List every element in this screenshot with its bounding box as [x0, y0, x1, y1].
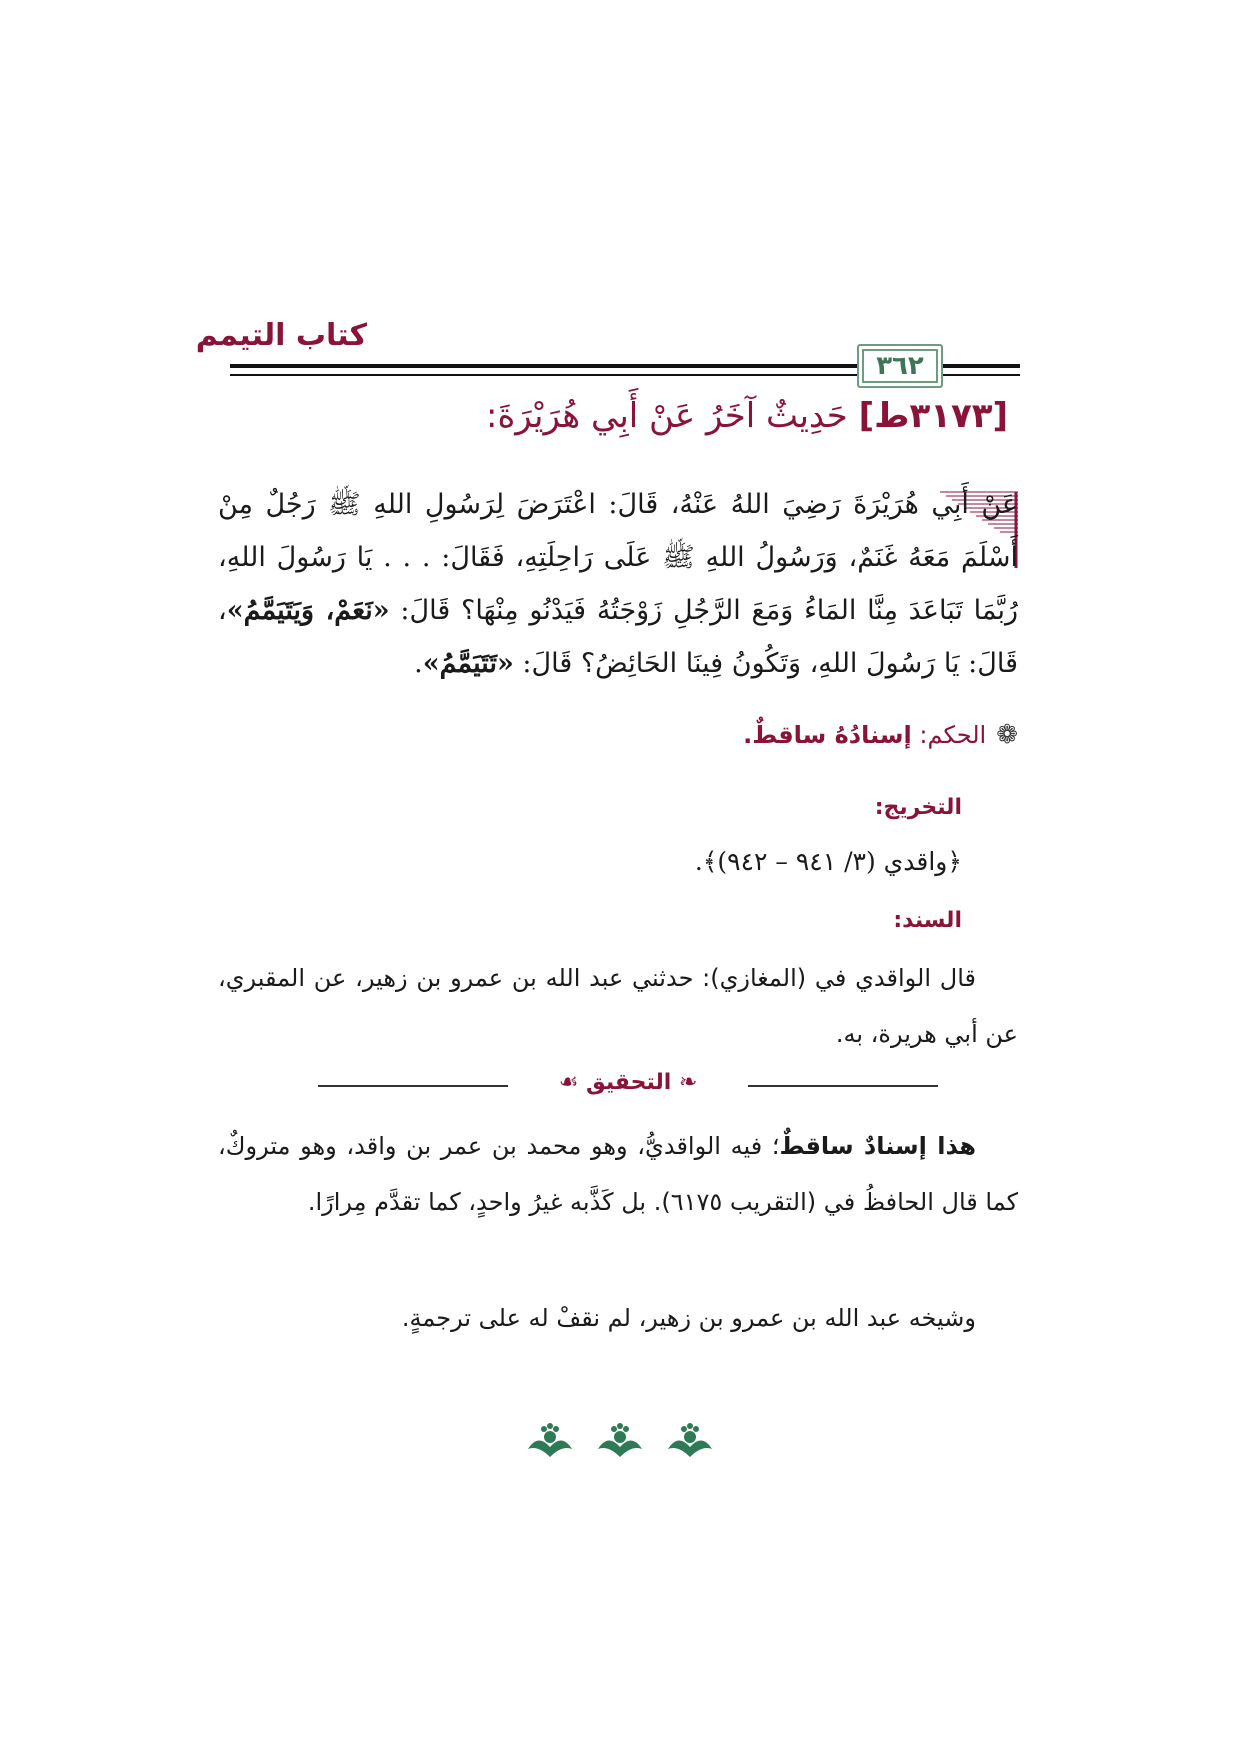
divider-line-right	[748, 1085, 938, 1087]
prophet-answer-2: «تَتَيَمَّمُ»	[422, 648, 514, 679]
ruling-label: الحكم:	[919, 721, 987, 749]
ruling-value: إسنادُهُ ساقطٌ.	[743, 721, 912, 749]
sanad-label: السند:	[893, 908, 962, 933]
hadith-text-part2: ، قَالَ: يَا رَسُولَ اللهِ، وَتَكُونُ فِينَا الحَائِضُ؟ قَالَ:	[218, 595, 1018, 679]
floral-ornament-icon	[520, 1418, 720, 1468]
tahqiq-bold-lead: هذا إسنادٌ ساقطٌ	[779, 1132, 977, 1160]
divider-line-left	[318, 1085, 508, 1087]
hadith-heading	[228, 396, 1008, 436]
sanad-text: قال الواقدي في (المغازي): حدثني عبد الله بن عمرو بن زهير، عن المقبري، عن أبي هريرة، به.	[218, 964, 1018, 1048]
hadith-title: حَدِيثٌ آخَرُ عَنْ أَبِي هُرَيْرَةَ:	[486, 396, 848, 436]
flourish-left-icon: ❧	[671, 1070, 698, 1095]
hadith-number: [٣١٧٣ط]	[858, 396, 1008, 436]
running-title: كتاب التيمم	[195, 318, 367, 353]
hadith-text-end: .	[414, 648, 423, 679]
hadith-text	[218, 478, 1018, 690]
ruling	[218, 720, 1018, 750]
shaykh-paragraph: وشيخه عبد الله بن عمرو بن زهير، لم نقفْ له على ترجمةٍ.	[401, 1304, 976, 1332]
tahqiq-title-text: التحقيق	[586, 1070, 672, 1095]
tahqiq-text: ؛ فيه الواقديُّ، وهو محمد بن عمر بن واقد، وهو متروكٌ، كما قال الحافظُ في (التقريب ٦١٧٥). بل كَذَّبه غيرُ واحدٍ، كما تقدَّم مِرارًا.	[218, 1132, 1018, 1216]
rosette-icon: ❁	[996, 720, 1018, 750]
takhrij-source: ﴿واقدي (٣/ ٩٤١ – ٩٤٢)﴾.	[694, 847, 962, 876]
prophet-answer-1: «نَعَمْ، وَيَتَيَمَّمُ»	[226, 595, 390, 626]
flourish-right-icon: ☙	[558, 1070, 586, 1095]
page-number: ٣٦٢	[857, 344, 943, 388]
hadith-text-part1: عَنْ أَبِي هُرَيْرَةَ رَضِيَ اللهُ عَنْهُ، قَالَ: اعْتَرَضَ لِرَسُولِ اللهِ ﷺ رَجُلٌ مِنْ أَسْلَمَ مَعَهُ غَنَمٌ، وَرَسُولُ اللهِ ﷺ عَلَى رَاحِلَتِهِ، فَقَالَ: . . . يَا رَسُولَ اللهِ، رُبَّمَا تَبَاعَدَ مِنَّا المَاءُ وَمَعَ الرَّجُلِ زَوْجَتُهُ فَيَدْنُو مِنْهَا؟ قَالَ:	[218, 489, 1018, 626]
tahqiq-paragraph	[218, 1118, 1018, 1230]
tahqiq-title	[508, 1070, 748, 1095]
tahqiq-divider	[318, 1070, 938, 1100]
takhrij-label: التخريج:	[874, 795, 962, 820]
